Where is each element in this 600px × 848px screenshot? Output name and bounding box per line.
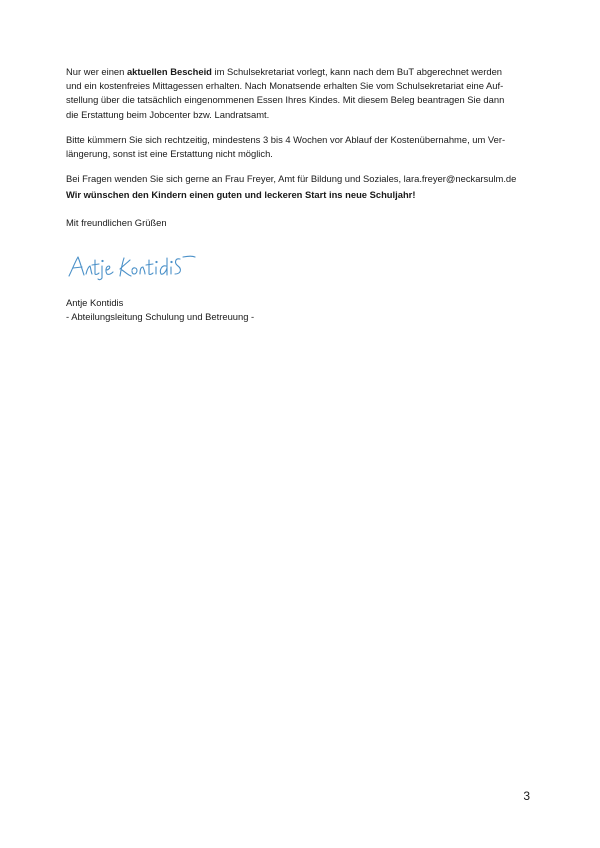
letter-body (66, 65, 532, 230)
paragraph-verlaengerung (66, 133, 532, 161)
signer-name: Antje Kontidis (66, 297, 124, 308)
paragraph-line: und ein kostenfreies Mittagessen erhalten. Nach Monatsende erhalten Sie vom Schulsekretariat eine Auf- (66, 80, 504, 92)
closing-greeting: Mit freundlichen Grüßen (66, 216, 167, 228)
paragraph-bescheid (66, 65, 532, 122)
paragraph-wishes: Wir wünschen den Kindern einen guten und leckeren Start ins neue Schuljahr! (66, 189, 416, 201)
signer-role: - Abteilungsleitung Schulung und Betreuung - (66, 311, 255, 323)
page-number: 3 (523, 789, 530, 803)
paragraph-line: Bitte kümmern Sie sich rechtzeitig, mindestens 3 bis 4 Wochen vor Ablauf der Kostenübernahme, um Ver- (66, 133, 506, 145)
paragraph-line: stellung über die tatsächlich eingenommenen Essen Ihres Kindes. Mit diesem Beleg beantragen Sie dann (66, 94, 505, 106)
paragraph-line: die Erstattung beim Jobcenter bzw. Landratsamt. (66, 108, 270, 120)
emphasis-aktueller-bescheid: aktuellen Bescheid (126, 66, 212, 77)
signer-block (66, 296, 254, 324)
paragraph-line: längerung, sonst ist eine Erstattung nicht möglich. (66, 148, 273, 160)
handwritten-signature (66, 248, 196, 282)
paragraph-contact: Bei Fragen wenden Sie sich gerne an Frau Freyer, Amt für Bildung und Soziales, lara.freyer@neckarsulm.de (66, 173, 517, 185)
text-run: Nur wer einen (66, 66, 127, 77)
paragraph-line (66, 65, 532, 79)
text-run: im Schulsekretariat vorlegt, kann nach dem BuT abgerechnet werden (211, 66, 502, 77)
